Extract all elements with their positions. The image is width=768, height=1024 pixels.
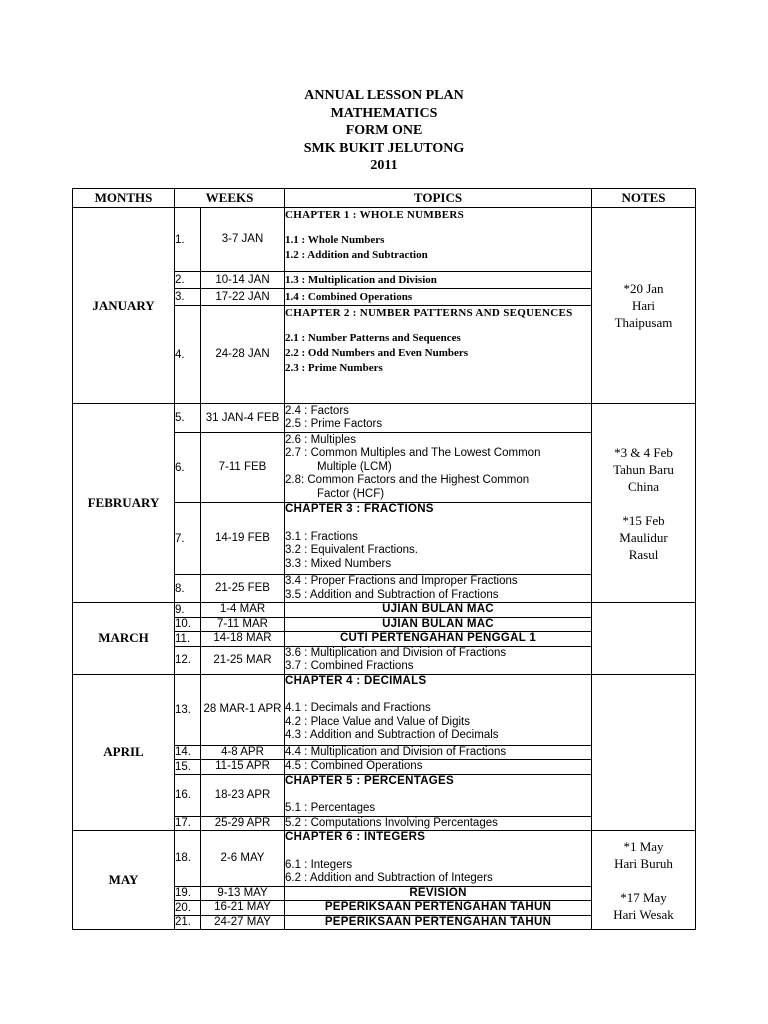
title-line: SMK BUKIT JELUTONG [303, 140, 465, 156]
week-number: 9. [175, 603, 201, 618]
document-title [0, 87, 768, 175]
week-date: 24-28 JAN [201, 306, 285, 404]
topic-cell [285, 646, 592, 674]
topic-event: REVISION [285, 886, 592, 901]
topic-item: 2.1 : Number Patterns and Sequences [285, 332, 461, 344]
week-date: 2-6 MAY [201, 831, 285, 887]
lesson-plan-table [72, 188, 696, 930]
topic-item: 2.8: Common Factors and the Highest Common [285, 474, 530, 487]
topic-item-continued: Multiple (LCM) [317, 460, 392, 473]
week-number: 14. [175, 745, 201, 760]
topic-event: UJIAN BULAN MAC [285, 617, 592, 632]
note-line: China [627, 478, 660, 494]
topic-event: PEPERIKSAAN PERTENGAHAN TAHUN [285, 901, 592, 916]
note-line: Thaipusam [614, 315, 673, 330]
topic-item: 3.7 : Combined Fractions [285, 660, 414, 672]
topic-item: 1.3 : Multiplication and Division [285, 272, 592, 289]
topic-item: 4.1 : Decimals and Fractions [285, 702, 431, 714]
topic-item: 2.6 : Multiples [285, 433, 356, 446]
table-row [73, 674, 696, 745]
month-april: APRIL [73, 674, 175, 831]
week-number: 13. [175, 674, 201, 745]
topic-cell [285, 674, 592, 745]
topic-item: 1.2 : Addition and Subtraction [285, 249, 428, 261]
table-row [73, 831, 696, 887]
month-january: JANUARY [73, 208, 175, 404]
week-number: 1. [175, 208, 201, 272]
week-number: 5. [175, 404, 201, 433]
topic-item: 2.3 : Prime Numbers [285, 362, 383, 374]
note-line: *17 May [620, 889, 667, 905]
title-line: MATHEMATICS [330, 105, 438, 121]
title-line: 2011 [370, 158, 398, 173]
note-line: Hari Buruh [614, 855, 673, 871]
topic-item: 2.4 : Factors [285, 404, 349, 417]
notes-january [592, 208, 696, 404]
topic-item: 4.2 : Place Value and Value of Digits [285, 715, 470, 728]
chapter-heading: CHAPTER 5 : PERCENTAGES [285, 774, 454, 787]
topic-item: 5.1 : Percentages [285, 802, 376, 814]
topic-item-continued: Factor (HCF) [317, 487, 385, 500]
week-date: 17-22 JAN [201, 289, 285, 306]
chapter-heading: CHAPTER 2 : NUMBER PATTERNS AND SEQUENCES [285, 307, 573, 319]
topic-item: 1.4 : Combined Operations [285, 289, 592, 306]
week-date: 14-19 FEB [201, 503, 285, 575]
notes-march [592, 603, 696, 675]
week-number: 16. [175, 774, 201, 816]
week-date: 25-29 APR [201, 816, 285, 831]
chapter-heading: CHAPTER 6 : INTEGERS [285, 831, 426, 843]
note-line: *3 & 4 Feb [614, 444, 673, 460]
week-date: 21-25 MAR [201, 646, 285, 674]
topic-item: 4.4 : Multiplication and Division of Fractions [285, 745, 592, 760]
topic-item: 3.4 : Proper Fractions and Improper Fractions [285, 575, 518, 587]
week-date: 18-23 APR [201, 774, 285, 816]
topic-item: 3.6 : Multiplication and Division of Fractions [285, 646, 507, 659]
topic-item: 2.7 : Common Multiples and The Lowest Common [285, 447, 541, 460]
header-row [73, 189, 696, 208]
topic-cell [285, 433, 592, 503]
week-date: 7-11 FEB [201, 433, 285, 503]
week-date: 7-11 MAR [201, 617, 285, 632]
month-may: MAY [73, 831, 175, 930]
table-row [73, 603, 696, 618]
topic-item: 3.3 : Mixed Numbers [285, 557, 392, 570]
note-line: Hari [631, 298, 656, 313]
week-date: 16-21 MAY [201, 901, 285, 916]
topic-item: 5.2 : Computations Involving Percentages [285, 816, 592, 831]
table-row [73, 208, 696, 272]
chapter-heading: CHAPTER 4 : DECIMALS [285, 674, 427, 687]
note-line: Tahun Baru [613, 461, 674, 477]
week-number: 10. [175, 617, 201, 632]
topic-cell [285, 306, 592, 404]
week-date: 28 MAR-1 APR [201, 674, 285, 745]
week-number: 4. [175, 306, 201, 404]
note-line: *15 Feb [622, 512, 665, 528]
topic-item: 2.2 : Odd Numbers and Even Numbers [285, 347, 469, 359]
week-date: 4-8 APR [201, 745, 285, 760]
topic-item: 2.5 : Prime Factors [285, 418, 383, 430]
week-date: 3-7 JAN [201, 208, 285, 272]
note-line: *20 Jan [623, 281, 664, 296]
week-number: 15. [175, 760, 201, 775]
notes-february [592, 404, 696, 603]
week-number: 6. [175, 433, 201, 503]
week-number: 8. [175, 575, 201, 603]
week-number: 17. [175, 816, 201, 831]
week-date: 14-18 MAR [201, 632, 285, 647]
week-date: 31 JAN-4 FEB [201, 404, 285, 433]
topic-cell [285, 831, 592, 887]
week-date: 11-15 APR [201, 760, 285, 775]
header-topics: TOPICS [285, 189, 592, 208]
week-number: 2. [175, 272, 201, 289]
topic-item: 6.2 : Addition and Subtraction of Integers [285, 872, 493, 884]
note-line: Maulidur [619, 529, 668, 545]
week-number: 7. [175, 503, 201, 575]
topic-item: 3.5 : Addition and Subtraction of Fractions [285, 588, 499, 601]
topic-cell [285, 575, 592, 603]
week-number: 11. [175, 632, 201, 647]
week-number: 20. [175, 901, 201, 916]
topic-event: UJIAN BULAN MAC [285, 603, 592, 618]
topic-item: 1.1 : Whole Numbers [285, 234, 385, 246]
week-date: 21-25 FEB [201, 575, 285, 603]
topic-item: 4.3 : Addition and Subtraction of Decimals [285, 729, 499, 741]
topic-item: 4.5 : Combined Operations [285, 760, 592, 775]
topic-cell [285, 404, 592, 433]
week-number: 21. [175, 915, 201, 930]
note-line: *1 May [623, 838, 664, 854]
week-date: 24-27 MAY [201, 915, 285, 930]
chapter-heading: CHAPTER 3 : FRACTIONS [285, 503, 434, 515]
chapter-heading: CHAPTER 1 : WHOLE NUMBERS [285, 209, 465, 221]
week-number: 18. [175, 831, 201, 887]
topic-item: 6.1 : Integers [285, 858, 353, 871]
week-number: 12. [175, 646, 201, 674]
topic-cell [285, 208, 592, 272]
topic-cell [285, 503, 592, 575]
note-line: Hari Wesak [613, 906, 674, 922]
header-weeks: WEEKS [175, 189, 285, 208]
header-notes: NOTES [592, 189, 696, 208]
topic-item: 3.1 : Fractions [285, 530, 358, 543]
note-line: Rasul [628, 546, 659, 562]
week-number: 3. [175, 289, 201, 306]
week-date: 1-4 MAR [201, 603, 285, 618]
title-line: ANNUAL LESSON PLAN [304, 88, 464, 103]
topic-item: 3.2 : Equivalent Fractions. [285, 544, 418, 556]
table-row [73, 404, 696, 433]
week-date: 10-14 JAN [201, 272, 285, 289]
topic-cell [285, 774, 592, 816]
title-line: FORM ONE [345, 123, 423, 138]
month-march: MARCH [73, 603, 175, 675]
notes-april [592, 674, 696, 831]
month-february: FEBRUARY [73, 404, 175, 603]
week-date: 9-13 MAY [201, 886, 285, 901]
header-months: MONTHS [73, 189, 175, 208]
topic-event: PEPERIKSAAN PERTENGAHAN TAHUN [285, 915, 592, 930]
week-number: 19. [175, 886, 201, 901]
notes-may [592, 831, 696, 930]
topic-event: CUTI PERTENGAHAN PENGGAL 1 [285, 632, 592, 647]
